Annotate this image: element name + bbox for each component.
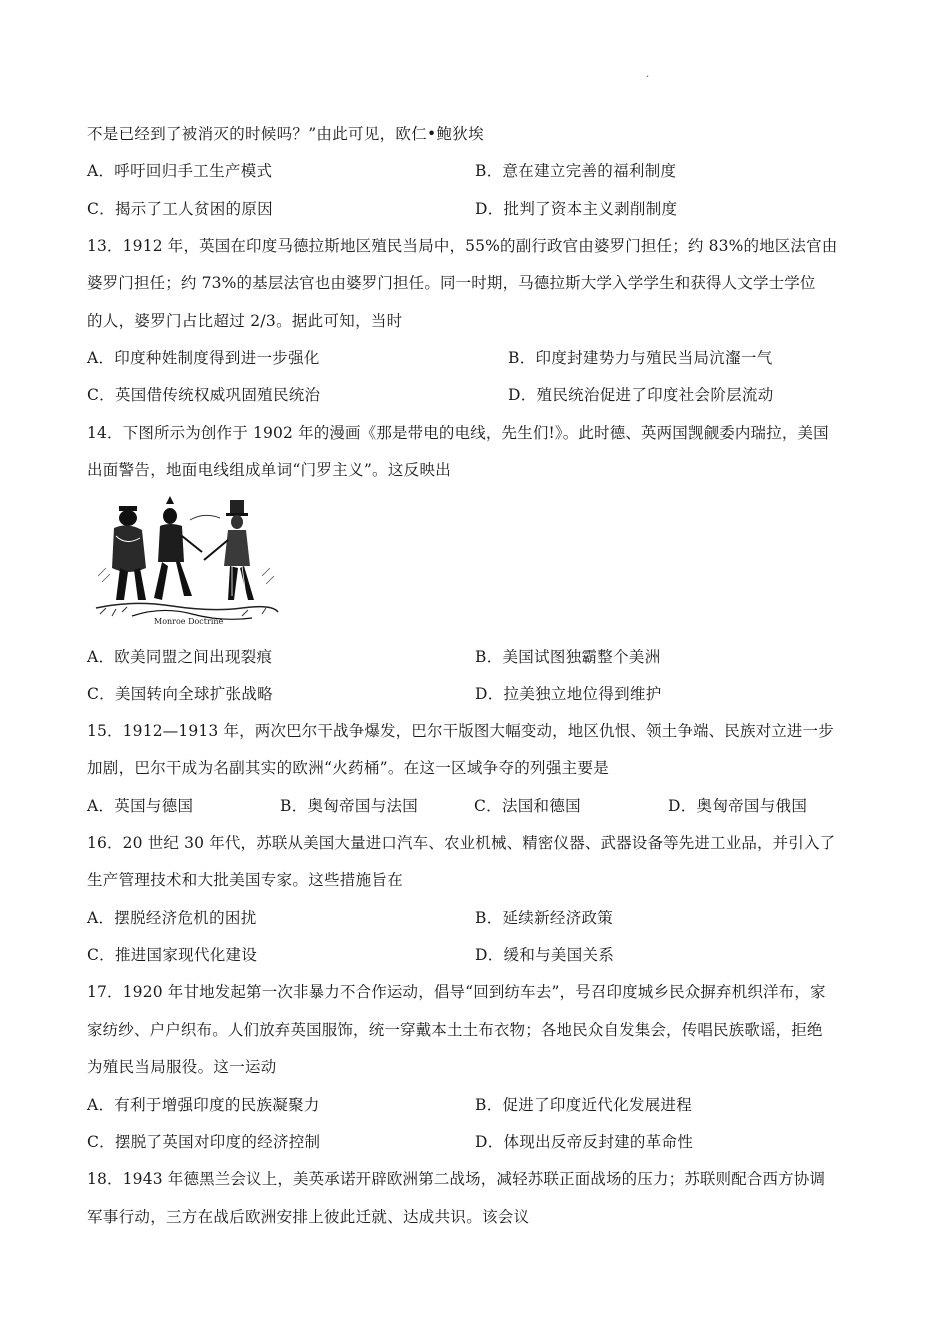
q17-option-d: D．体现出反帝反封建的革命性	[475, 1133, 694, 1151]
q12-stem-continuation: 不是已经到了被消灭的时候吗？”由此可见，欧仁•鲍狄埃	[87, 125, 484, 143]
q18-stem-line-1: 18．1943 年德黑兰会议上，美英承诺开辟欧洲第二战场，减轻苏联正面战场的压力；苏联则配合西方协调	[87, 1170, 826, 1188]
q13-option-d: D．殖民统治促进了印度社会阶层流动	[508, 386, 774, 404]
q13-option-c: C．英国借传统权威巩固殖民统治	[87, 386, 321, 404]
q15-stem-line-2: 加剧，巴尔干成为名副其实的欧洲“火药桶”。在这一区域争夺的列强主要是	[87, 759, 610, 777]
page-dot: ·	[646, 72, 650, 83]
q15-option-d: D．奥匈帝国与俄国	[668, 797, 808, 815]
q15-option-a: A．英国与德国	[87, 797, 194, 815]
q17-stem-line-2: 家纺纱、户户织布。人们放弃英国服饰，统一穿戴本土土布衣物；各地民众自发集会，传唱民族歌谣，拒绝	[87, 1021, 823, 1039]
q14-stem-line-2: 出面警告，地面电线组成单词“门罗主义”。这反映出	[87, 461, 452, 479]
q15-option-b: B．奥匈帝国与法国	[280, 797, 419, 815]
q12-option-c: C．揭示了工人贫困的原因	[87, 200, 273, 218]
q15-option-c: C．法国和德国	[474, 797, 581, 815]
q16-stem-line-1: 16．20 世纪 30 年代，苏联从美国大量进口汽车、农业机械、精密仪器、武器设备等先进工业品，并引入了	[87, 834, 836, 852]
q15-stem-line-1: 15．1912—1913 年，两次巴尔干战争爆发，巴尔干版图大幅变动，地区仇恨、领土争端、民族对立进一步	[87, 722, 834, 740]
q13-stem-line-3: 的人，婆罗门占比超过 2/3。据此可知，当时	[87, 312, 403, 330]
q17-option-b: B．促进了印度近代化发展进程	[475, 1096, 693, 1114]
q12-option-b: B．意在建立完善的福利制度	[475, 162, 677, 180]
q13-stem-line-2: 婆罗门担任；约 73%的基层法官也由婆罗门担任。同一时期，马德拉斯大学入学学生和获得人文学士学位	[87, 274, 816, 292]
q14-stem-line-1: 14．下图所示为创作于 1902 年的漫画《那是带电的电线，先生们!》。此时德、英两国觊觎委内瑞拉，美国	[87, 424, 829, 442]
q13-option-a: A．印度种姓制度得到进一步强化	[87, 349, 320, 367]
q14-option-a: A．欧美同盟之间出现裂痕	[87, 648, 273, 666]
q17-stem-line-1: 17．1920 年甘地发起第一次非暴力不合作运动，倡导“回到纺车去”，号召印度城乡民众摒弃机织洋布，家	[87, 983, 826, 1001]
cartoon-image	[92, 496, 280, 636]
q16-option-d: D．缓和与美国关系	[475, 946, 615, 964]
cartoon-wire-lettering: Monroe Doctrine	[154, 617, 224, 626]
q16-option-b: B．延续新经济政策	[475, 909, 614, 927]
q13-stem-line-1: 13．1912 年，英国在印度马德拉斯地区殖民当局中，55%的副行政官由婆罗门担任；约 83%的地区法官由	[87, 237, 838, 255]
q12-option-a: A．呼吁回归手工生产模式	[87, 162, 273, 180]
q14-option-d: D．拉美独立地位得到维护	[475, 685, 662, 703]
q12-option-d: D．批判了资本主义剥削制度	[475, 200, 678, 218]
q17-option-a: A．有利于增强印度的民族凝聚力	[87, 1096, 320, 1114]
q17-option-c: C．摆脱了英国对印度的经济控制	[87, 1133, 321, 1151]
q13-option-b: B．印度封建势力与殖民当局沆瀣一气	[508, 349, 773, 367]
q17-stem-line-3: 为殖民当局服役。这一运动	[87, 1058, 277, 1076]
q16-stem-line-2: 生产管理技术和大批美国专家。这些措施旨在	[87, 871, 404, 889]
q16-option-c: C．推进国家现代化建设	[87, 946, 258, 964]
q18-stem-line-2: 军事行动，三方在战后欧洲安排上彼此迁就、达成共识。该会议	[87, 1208, 530, 1226]
q14-option-b: B．美国试图独霸整个美洲	[475, 648, 661, 666]
q16-option-a: A．摆脱经济危机的困扰	[87, 909, 257, 927]
q14-option-c: C．美国转向全球扩张战略	[87, 685, 273, 703]
